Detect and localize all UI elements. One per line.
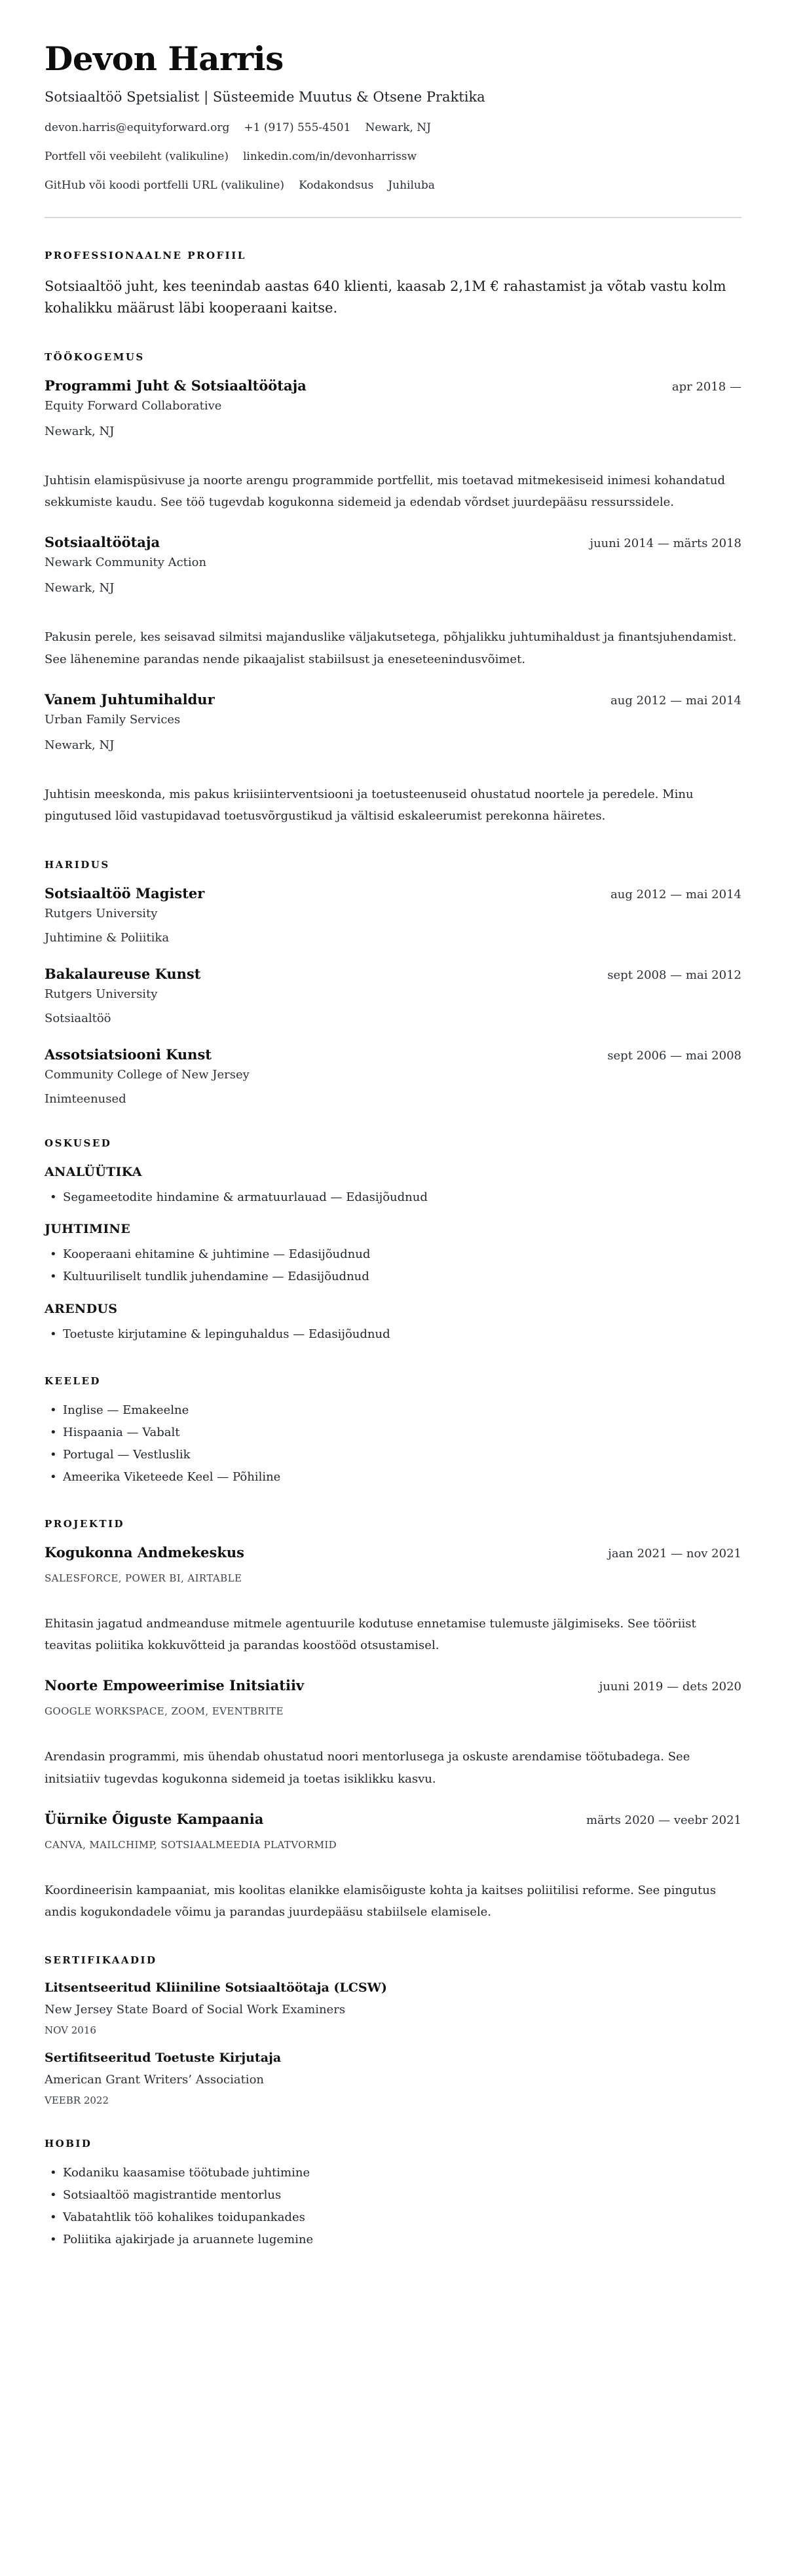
skill-group-title: ARENDUS [45, 1302, 118, 1317]
language-list [45, 1401, 741, 1487]
section-title-skills: OSKUSED [45, 1137, 112, 1149]
section-languages [45, 1375, 741, 1487]
project-description: Ehitasin jagatud andmeanduse mitmele agentuurile kodutuse ennetamise tulemuste jälgimiseks. See tööriist teavitas poliitika kokkuvõtteid ja parandas koostööd otsustamisel. [45, 1616, 696, 1652]
section-profile [45, 250, 741, 320]
education-item [45, 966, 741, 1025]
job-title: Sotsiaaltöötaja [45, 534, 160, 551]
project-item [45, 1544, 741, 1657]
job-description: Juhtisin elamispüsivuse ja noorte arengu programmide portfellit, mis toetavad mitmekesiseid inimesi kohandatud sekkumiste kaudu. See töö tugevdab kogukonna sidemeid ja edendab võrdset juurdepääsu ressurssidele. [45, 473, 726, 510]
section-title-projects: PROJEKTID [45, 1517, 125, 1530]
school-name: Community College of New Jersey [45, 1067, 250, 1082]
skill-list [45, 1325, 741, 1344]
skill-item: • Kultuuriliselt tundlik juhendamine — Edasijõudnud [45, 1268, 741, 1286]
section-title-profile: PROFESSIONAALNE PROFIIL [45, 249, 246, 261]
job-organization: Newark Community Action [45, 556, 207, 570]
candidate-headline: Sotsiaaltöö Spetsialist | Süsteemide Muutus & Otsene Praktika [45, 89, 485, 105]
certificate-name: Litsentseeritud Kliiniline Sotsiaaltöötaja (LCSW) [45, 1980, 387, 1996]
section-title-certificates: SERTIFIKAADID [45, 1954, 157, 1967]
education-item [45, 885, 741, 945]
job-date: aug 2012 — mai 2014 [610, 693, 741, 708]
job-description: Juhtisin meeskonda, mis pakus kriisiinterventsiooni ja toetusteenuseid ohustatud noortele ja peredele. Minu pingutused lõid vastupidavad toetusvõrgustikud ja vältisid eskaleerumist perekonna häiretes. [45, 787, 694, 824]
project-date: märts 2020 — veebr 2021 [586, 1813, 741, 1827]
job-location: Newark, NJ [45, 581, 115, 596]
contact-drivers-license: Juhiluba [388, 179, 435, 193]
education-item [45, 1046, 741, 1106]
project-item [45, 1677, 741, 1790]
skill-list [45, 1245, 741, 1286]
project-name: Üürnike Õiguste Kampaania [45, 1810, 264, 1827]
skill-group [45, 1222, 741, 1286]
profile-summary: Sotsiaaltöö juht, kes teenindab aastas 640 klienti, kaasab 2,1M € rahastamist ja võtab vastu kolm kohalikku määrust läbi kooperaani kaitse. [45, 278, 726, 316]
job-title: Programmi Juht & Sotsiaaltöötaja [45, 377, 307, 394]
degree-date: aug 2012 — mai 2014 [610, 887, 741, 901]
project-tech: CANVA, MAILCHIMP, SOTSIAALMEEDIA PLATVORMID [45, 1838, 337, 1851]
project-date: jaan 2021 — nov 2021 [608, 1546, 741, 1561]
project-date: juuni 2019 — dets 2020 [599, 1680, 741, 1694]
contact-location: Newark, NJ [365, 121, 432, 135]
degree-title: Sotsiaaltöö Magister [45, 884, 205, 901]
school-name: Rutgers University [45, 987, 158, 1001]
section-education [45, 859, 741, 1106]
job-date: juuni 2014 — märts 2018 [590, 537, 741, 551]
section-certificates [45, 1954, 741, 2106]
school-name: Rutgers University [45, 906, 158, 920]
project-description: Arendasin programmi, mis ühendab ohustatud noori mentorlusega ja oskuste arendamise töötubadega. See initsiatiiv tugevdas kogukonna sidemeid ja toetas isiklikku kasvu. [45, 1750, 690, 1786]
degree-date: sept 2008 — mai 2012 [607, 968, 741, 982]
certificate-date: NOV 2016 [45, 2024, 96, 2037]
language-item: • Portugal — Vestluslik [45, 1446, 741, 1464]
skill-group-title: ANALÜÜTIKA [45, 1164, 142, 1179]
skill-item: • Segameetodite hindamine & armatuurlauad — Edasijõudnud [45, 1188, 741, 1207]
certificate-issuer: American Grant Writers’ Association [45, 2073, 264, 2087]
project-name: Noorte Empoweerimise Initsiatiiv [45, 1677, 305, 1694]
project-name: Kogukonna Andmekeskus [45, 1544, 244, 1561]
resume-header [45, 41, 741, 218]
language-item: • Inglise — Emakeelne [45, 1401, 741, 1420]
experience-item [45, 691, 741, 827]
job-organization: Urban Family Services [45, 712, 181, 727]
certificate-item [45, 2051, 741, 2106]
skill-group [45, 1165, 741, 1207]
section-title-languages: KEELED [45, 1375, 101, 1388]
section-hobbies [45, 2138, 741, 2249]
certificate-name: Sertifitseeritud Toetuste Kirjutaja [45, 2051, 282, 2066]
section-title-hobbies: HOBID [45, 2138, 92, 2150]
experience-item [45, 534, 741, 670]
section-title-experience: TÖÖKOGEMUS [45, 350, 145, 363]
skill-group [45, 1302, 741, 1344]
hobby-list [45, 2164, 741, 2249]
project-item [45, 1811, 741, 1923]
contact-email[interactable]: devon.harris@equityforward.org [45, 121, 230, 135]
certificate-date: VEEBR 2022 [45, 2094, 109, 2107]
contact-phone[interactable]: +1 (917) 555-4501 [244, 121, 351, 135]
job-title: Vanem Juhtumihaldur [45, 691, 215, 708]
section-skills [45, 1137, 741, 1344]
project-tech: SALESFORCE, POWER BI, AIRTABLE [45, 1572, 242, 1584]
hobby-item: • Sotsiaaltöö magistrantide mentorlus [45, 2186, 741, 2205]
study-field: Inimteenused [45, 1091, 126, 1106]
skill-item: • Toetuste kirjutamine & lepinguhaldus — Edasijõudnud [45, 1325, 741, 1344]
section-experience [45, 351, 741, 827]
language-item: • Hispaania — Vabalt [45, 1424, 741, 1442]
job-description: Pakusin perele, kes seisavad silmitsi majanduslike väljakutsetega, põhjalikku juhtumihaldust ja finantsjuhendamist. See lähenemine parandas nende pikaajalist stabiilsust ja eneseteenindusvõimet. [45, 630, 737, 666]
contact-row-primary [45, 121, 741, 135]
job-date: apr 2018 — [671, 379, 741, 394]
hobby-item: • Poliitika ajakirjade ja aruannete lugemine [45, 2231, 741, 2249]
contact-citizenship: Kodakondsus [299, 179, 374, 193]
candidate-name: Devon Harris [45, 39, 284, 78]
project-tech: GOOGLE WORKSPACE, ZOOM, EVENTBRITE [45, 1705, 284, 1718]
study-field: Juhtimine & Poliitika [45, 930, 170, 945]
job-organization: Equity Forward Collaborative [45, 398, 222, 413]
job-location: Newark, NJ [45, 738, 115, 752]
experience-item [45, 377, 741, 514]
certificate-item [45, 1980, 741, 2036]
project-description: Koordineerisin kampaaniat, mis koolitas elanikke elamisõiguste kohta ja kaitses poliitilisi reforme. See pingutus andis kogukondadele võimu ja parandas juurdepääsu stabiilsele elamisele. [45, 1883, 717, 1920]
skill-list [45, 1188, 741, 1207]
skill-group-title: JUHTIMINE [45, 1222, 131, 1237]
contact-linkedin[interactable]: linkedin.com/in/devonharrissw [243, 150, 417, 164]
study-field: Sotsiaaltöö [45, 1011, 111, 1025]
section-projects [45, 1518, 741, 1923]
header-divider [45, 217, 741, 218]
section-title-education: HARIDUS [45, 858, 110, 871]
language-item: • Ameerika Viketeede Keel — Põhiline [45, 1468, 741, 1487]
contact-github[interactable]: GitHub või koodi portfelli URL (valikuline) [45, 179, 285, 193]
hobby-item: • Vabatahtlik töö kohalikes toidupankades [45, 2208, 741, 2227]
degree-date: sept 2006 — mai 2008 [607, 1048, 741, 1063]
hobby-item: • Kodaniku kaasamise töötubade juhtimine [45, 2164, 741, 2182]
contact-portfolio[interactable]: Portfell või veebileht (valikuline) [45, 150, 229, 164]
contact-row-extra [45, 178, 741, 193]
certificate-issuer: New Jersey State Board of Social Work Examiners [45, 2003, 346, 2017]
degree-title: Assotsiatsiooni Kunst [45, 1046, 212, 1063]
contact-row-links [45, 149, 741, 164]
degree-title: Bakalaureuse Kunst [45, 965, 201, 982]
job-location: Newark, NJ [45, 424, 115, 438]
skill-item: • Kooperaani ehitamine & juhtimine — Edasijõudnud [45, 1245, 741, 1264]
